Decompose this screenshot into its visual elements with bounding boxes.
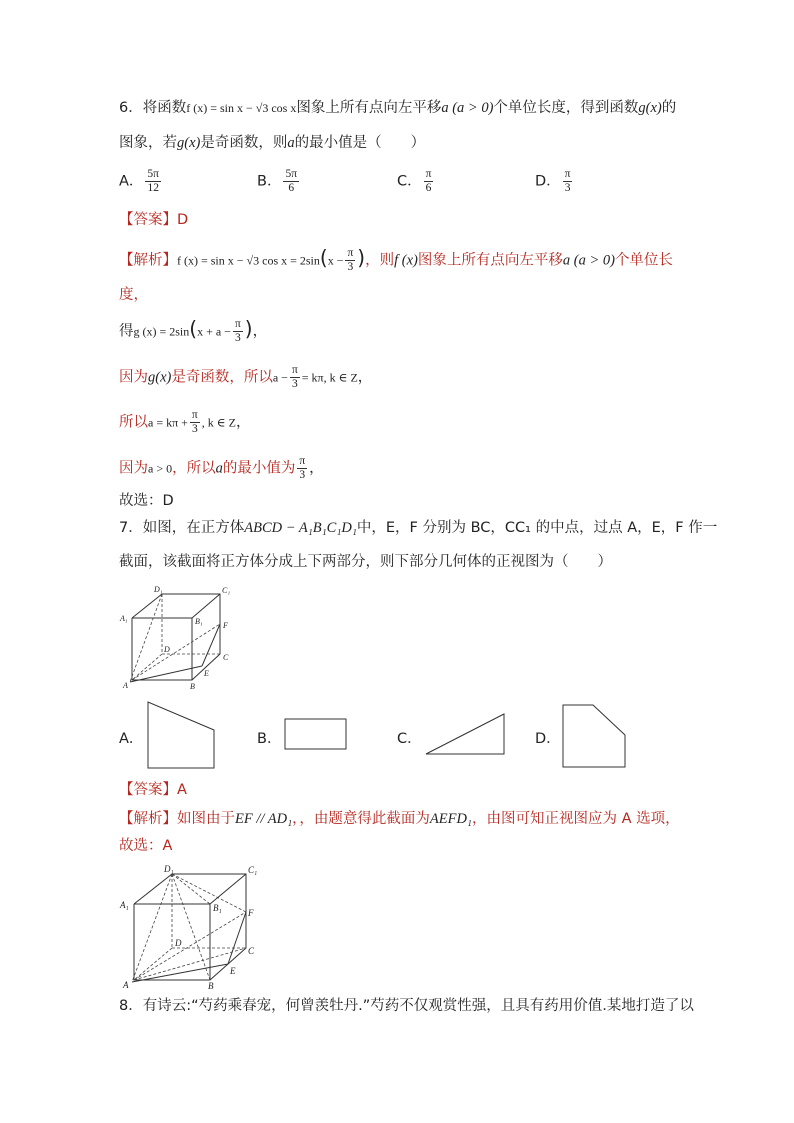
q6-option-b[interactable]: B． $\frac{5\pi}{6}$: [257, 168, 298, 194]
q7-option-b-label[interactable]: B．: [257, 731, 282, 747]
label-b: B: [190, 682, 195, 690]
label-e-2: E: [230, 966, 236, 976]
label-b1-2: B₁: [213, 903, 222, 913]
cube-figure-solution: [118, 862, 258, 990]
label-c1: C₁: [222, 586, 231, 595]
q7-option-a-label[interactable]: A．: [119, 731, 144, 747]
q7-option-c-shape[interactable]: [424, 712, 508, 756]
label-a1: A₁: [120, 614, 128, 623]
q6-analysis-line6: 因为a > 0，所以a的最小值为 $\frac{\pi}{3}$ ，: [119, 455, 324, 481]
q7-option-a-shape[interactable]: [146, 700, 218, 772]
q7-option-d-label[interactable]: D．: [535, 731, 561, 747]
label-d-2: D: [175, 938, 182, 948]
q6-analysis-line5: 所以a = kπ + $\frac{\pi}{3}$ , k ∈ Z，: [119, 409, 251, 435]
q7-line2: 截面，该截面将正方体分成上下两部分，则下部分几何体的正视图为（ ）: [119, 554, 612, 570]
label-a-2: A: [123, 980, 129, 990]
label-f: F: [223, 621, 228, 630]
label-c1-2: C₁: [248, 865, 258, 875]
q7-option-c-label[interactable]: C．: [397, 731, 422, 747]
cube-figure-question: [118, 584, 238, 690]
q7-analysis: 【解析】如图由于EF // AD₁，，由题意得此截面为AEFD₁，由图可知正视图应为 A 选项，: [119, 811, 680, 827]
q6-analysis-line3: 得g (x) = 2sin(x + a − $\frac{\pi}{3}$ )，: [119, 316, 268, 344]
label-b-2: B: [208, 981, 214, 990]
q8-line1: 8．有诗云:“芍药乘春宠，何曾羡牡丹.”芍药不仅观赏性强，且具有药用价值.某地打造了以: [119, 998, 694, 1014]
q6-conclusion: 故选：D: [119, 493, 174, 509]
label-e: E: [204, 669, 209, 678]
q6-line1: 6．将函数f (x) = sin x − √3 cos x图象上所有点向左平移a (a > 0)个单位长度，得到函数g(x)的: [119, 100, 677, 116]
label-a: A: [123, 681, 128, 690]
q6-line2: 图象，若g(x)是奇函数，则a的最小值是（ ）: [119, 135, 426, 151]
q6-option-c[interactable]: C． $\frac{\pi}{6}$: [397, 168, 432, 194]
q7-line1: 7．如图，在正方体ABCD − A₁B₁C₁D₁中，E，F 分别为 BC，CC₁ 的中点，过点 A，E，F 作一: [119, 520, 718, 536]
q7-option-d-shape[interactable]: [561, 703, 629, 769]
func-f-formula: f (x) = sin x − √3 cos x: [186, 101, 297, 115]
label-c-2: C: [248, 946, 255, 956]
label-c: C: [223, 653, 229, 662]
q6-answer: 【答案】D: [119, 212, 189, 228]
label-d1-2: D₁: [164, 864, 174, 874]
q6-analysis-line1: 【解析】f (x) = sin x − √3 cos x = 2sin(x − $\frac{\pi}{3}$ )，则f (x)图象上所有点向左平移a (a > 0)个单位长: [119, 245, 673, 273]
label-f-2: F: [248, 908, 254, 918]
label-d1: D₁: [154, 585, 163, 594]
q7-option-b-shape[interactable]: [284, 717, 348, 751]
label-a1-2: A₁: [120, 900, 129, 910]
q6-option-a[interactable]: A． $\frac{5\pi}{12}$: [119, 168, 159, 194]
q6-option-d[interactable]: D． $\frac{\pi}{3}$: [535, 168, 571, 194]
label-d: D: [164, 645, 170, 654]
q7-answer: 【答案】A: [119, 782, 187, 798]
label-b1: B₁: [195, 617, 203, 626]
q6-analysis-line2: 度，: [119, 287, 148, 303]
q6-analysis-line4: 因为g(x)是奇函数，所以a − $\frac{\pi}{3}$ = kπ, k ∈ Z，: [119, 364, 373, 390]
q7-conclusion: 故选：A: [119, 838, 173, 854]
